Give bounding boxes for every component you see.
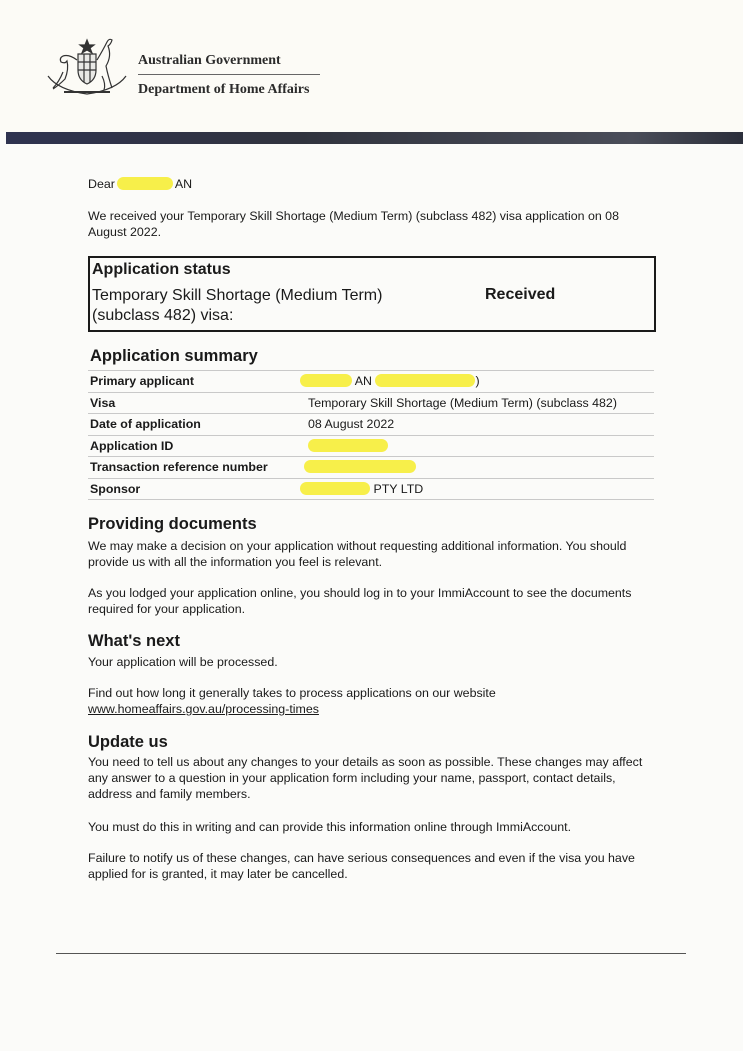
row-label: Sponsor <box>88 478 298 500</box>
row-value <box>298 435 654 457</box>
row-value: Temporary Skill Shortage (Medium Term) (subclass 482) <box>298 392 654 414</box>
footer-divider <box>56 953 686 954</box>
redaction <box>304 460 416 473</box>
row-label: Date of application <box>88 414 298 436</box>
greeting <box>88 176 192 192</box>
whats-next-paragraph-1: Your application will be processed. <box>88 655 278 669</box>
whats-next-paragraph-2: Find out how long it generally takes to process applications on our website <box>88 686 496 700</box>
letterhead <box>0 0 743 132</box>
status-badge: Received <box>485 286 556 303</box>
processing-times-link[interactable]: www.homeaffairs.gov.au/processing-times <box>88 702 319 716</box>
documents-heading: Providing documents <box>88 515 257 533</box>
government-name: Australian Government <box>138 53 281 68</box>
redaction <box>117 177 173 190</box>
coat-of-arms-icon <box>44 36 130 100</box>
row-label: Visa <box>88 392 298 414</box>
primary-applicant-name: AN <box>354 374 372 389</box>
row-label: Primary applicant <box>88 371 298 393</box>
table-row <box>88 478 654 500</box>
row-label: Application ID <box>88 435 298 457</box>
intro-paragraph: We received your Temporary Skill Shortage (Medium Term) (subclass 482) visa application on 08 August 2022. <box>88 209 619 239</box>
table-row <box>88 435 654 457</box>
summary-title: Application summary <box>90 347 258 365</box>
table-row <box>88 457 654 479</box>
redaction <box>300 374 352 387</box>
divider <box>138 74 320 75</box>
greeting-name: AN <box>174 177 193 191</box>
summary-table <box>88 370 654 500</box>
whats-next-heading: What's next <box>88 632 180 650</box>
update-paragraph-3: Failure to notify us of these changes, can have serious consequences and even if the visa you have applied for is granted, it may later be cancelled. <box>88 851 635 881</box>
row-value <box>298 457 654 479</box>
row-value: AN ) <box>298 371 654 393</box>
row-label: Transaction reference number <box>88 457 298 479</box>
application-status-box <box>88 256 656 332</box>
status-visa: Temporary Skill Shortage (Medium Term) (subclass 482) visa: <box>92 287 383 324</box>
update-paragraph-1: You need to tell us about any changes to your details as soon as possible. These changes may affect any answer to a question in your application form including your name, passport, contact details, address and family members. <box>88 755 643 801</box>
update-us-heading: Update us <box>88 733 168 751</box>
documents-paragraph-2: As you lodged your application online, you should log in to your ImmiAccount to see the documents required for your application. <box>88 586 632 616</box>
header-banner <box>6 132 743 144</box>
greeting-prefix: Dear <box>88 177 115 191</box>
documents-paragraph-1: We may make a decision on your application without requesting additional information. You should provide us with all the information you feel is relevant. <box>88 539 627 569</box>
redaction <box>308 439 388 452</box>
status-title: Application status <box>92 261 231 278</box>
table-row <box>88 392 654 414</box>
table-row <box>88 371 654 393</box>
department-name: Department of Home Affairs <box>138 82 310 97</box>
update-paragraph-2: You must do this in writing and can provide this information online through ImmiAccount. <box>88 820 572 834</box>
redaction <box>375 374 475 387</box>
redaction <box>300 482 370 495</box>
table-row <box>88 414 654 436</box>
sponsor-name: PTY LTD <box>373 481 424 496</box>
row-value: 08 August 2022 <box>298 414 654 436</box>
row-value <box>298 478 654 500</box>
